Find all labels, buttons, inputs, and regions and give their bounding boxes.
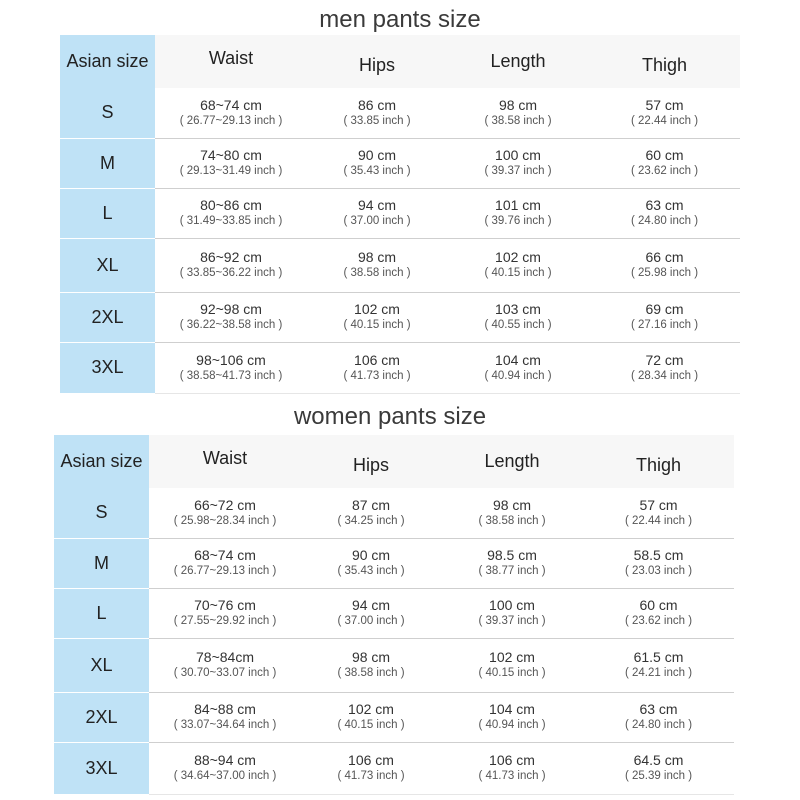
inch-value: ( 29.13~31.49 inch ) bbox=[179, 165, 283, 177]
waist-cell bbox=[149, 488, 301, 538]
men-header-thigh-label: Thigh bbox=[641, 55, 688, 75]
thigh-cell bbox=[583, 538, 734, 588]
waist-cell bbox=[155, 188, 307, 238]
cm-value: 86~92 cm bbox=[200, 249, 262, 265]
inch-value: ( 22.44 inch ) bbox=[624, 514, 693, 527]
size-label: S bbox=[54, 488, 149, 538]
inch-value: ( 38.58 inch ) bbox=[343, 267, 411, 279]
inch-value: ( 23.03 inch ) bbox=[624, 565, 693, 577]
inch-value: ( 35.43 inch ) bbox=[337, 565, 405, 577]
thigh-cell bbox=[583, 588, 734, 638]
size-label: 2XL bbox=[54, 692, 149, 742]
length-cell bbox=[441, 488, 583, 538]
thigh-cell bbox=[583, 488, 734, 538]
waist-cell bbox=[149, 742, 301, 794]
size-label: XL bbox=[60, 238, 155, 292]
cm-value: 102 cm bbox=[354, 301, 400, 317]
cm-value: 69 cm bbox=[645, 301, 684, 317]
hips-cell bbox=[307, 88, 447, 138]
cm-value: 86 cm bbox=[357, 96, 397, 113]
cm-value: 88~94 cm bbox=[194, 752, 256, 768]
inch-value: ( 40.55 inch ) bbox=[484, 319, 552, 331]
cm-value: 70~76 cm bbox=[194, 597, 256, 613]
inch-value: ( 37.00 inch ) bbox=[343, 215, 411, 227]
size-label: M bbox=[60, 138, 155, 188]
thigh-cell bbox=[583, 638, 734, 692]
inch-value: ( 33.85~36.22 inch ) bbox=[179, 267, 283, 279]
cm-value: 57 cm bbox=[645, 96, 684, 113]
inch-value: ( 40.15 inch ) bbox=[484, 267, 552, 279]
inch-value: ( 40.94 inch ) bbox=[478, 719, 546, 731]
thigh-cell bbox=[589, 292, 740, 342]
cm-value: 104 cm bbox=[495, 351, 541, 368]
cm-value: 102 cm bbox=[495, 249, 541, 265]
cm-value: 90 cm bbox=[351, 547, 391, 563]
hips-cell bbox=[307, 342, 447, 393]
cm-value: 80~86 cm bbox=[200, 197, 262, 213]
hips-cell bbox=[307, 292, 447, 342]
inch-value: ( 38.58~41.73 inch ) bbox=[179, 369, 283, 382]
inch-value: ( 24.80 inch ) bbox=[630, 215, 699, 227]
inch-value: ( 30.70~33.07 inch ) bbox=[173, 667, 277, 679]
cm-value: 61.5 cm bbox=[633, 649, 684, 665]
cm-value: 74~80 cm bbox=[200, 147, 262, 163]
thigh-cell bbox=[583, 692, 734, 742]
inch-value: ( 35.43 inch ) bbox=[343, 165, 411, 177]
length-cell bbox=[441, 742, 583, 794]
men-header-length bbox=[447, 35, 589, 88]
waist-cell bbox=[149, 692, 301, 742]
inch-value: ( 34.25 inch ) bbox=[337, 514, 405, 527]
hips-cell bbox=[307, 138, 447, 188]
cm-value: 106 cm bbox=[489, 752, 535, 768]
cm-value: 98 cm bbox=[492, 496, 532, 513]
women-header-thigh-label: Thigh bbox=[635, 455, 682, 475]
women-header-thigh bbox=[583, 435, 734, 488]
women-table-body bbox=[54, 488, 734, 794]
inch-value: ( 38.77 inch ) bbox=[478, 565, 546, 577]
size-label: 3XL bbox=[54, 742, 149, 794]
size-label: 2XL bbox=[60, 292, 155, 342]
cm-value: 98 cm bbox=[498, 96, 538, 113]
men-table-body bbox=[60, 88, 740, 393]
waist-cell bbox=[155, 342, 307, 393]
cm-value: 90 cm bbox=[357, 147, 397, 163]
length-cell bbox=[447, 88, 589, 138]
women-header-hips-label: Hips bbox=[352, 455, 389, 475]
inch-value: ( 39.76 inch ) bbox=[484, 215, 552, 227]
size-label: L bbox=[54, 588, 149, 638]
inch-value: ( 23.62 inch ) bbox=[624, 615, 693, 627]
inch-value: ( 23.62 inch ) bbox=[630, 165, 699, 177]
table-row bbox=[60, 88, 740, 138]
men-section-title: men pants size bbox=[319, 6, 481, 33]
men-header-asian-size: Asian size bbox=[60, 35, 155, 88]
inch-value: ( 38.58 inch ) bbox=[478, 514, 546, 527]
cm-value: 98 cm bbox=[357, 249, 397, 265]
length-cell bbox=[447, 138, 589, 188]
inch-value: ( 41.73 inch ) bbox=[343, 369, 411, 382]
waist-cell bbox=[149, 638, 301, 692]
men-header-hips-label: Hips bbox=[358, 55, 395, 75]
hips-cell bbox=[301, 488, 441, 538]
cm-value: 84~88 cm bbox=[194, 701, 256, 717]
inch-value: ( 40.15 inch ) bbox=[343, 319, 411, 331]
women-header-hips bbox=[301, 435, 441, 488]
hips-cell bbox=[301, 538, 441, 588]
cm-value: 68~74 cm bbox=[200, 96, 262, 113]
hips-cell bbox=[301, 588, 441, 638]
inch-value: ( 33.07~34.64 inch ) bbox=[173, 719, 277, 731]
length-cell bbox=[441, 538, 583, 588]
cm-value: 78~84cm bbox=[196, 649, 254, 665]
inch-value: ( 25.39 inch ) bbox=[624, 770, 693, 782]
table-row bbox=[60, 292, 740, 342]
women-header-waist bbox=[149, 435, 301, 488]
cm-value: 104 cm bbox=[489, 701, 535, 717]
table-row bbox=[60, 188, 740, 238]
inch-value: ( 27.16 inch ) bbox=[630, 319, 699, 331]
men-header-thigh bbox=[589, 35, 740, 88]
inch-value: ( 36.22~38.58 inch ) bbox=[179, 319, 283, 331]
table-row bbox=[54, 638, 734, 692]
men-header-length-label: Length bbox=[490, 51, 546, 71]
inch-value: ( 24.21 inch ) bbox=[624, 667, 693, 679]
cm-value: 58.5 cm bbox=[633, 547, 684, 563]
hips-cell bbox=[307, 188, 447, 238]
cm-value: 101 cm bbox=[495, 197, 541, 213]
hips-cell bbox=[307, 238, 447, 292]
men-header-waist bbox=[155, 35, 307, 88]
length-cell bbox=[441, 638, 583, 692]
women-header-waist-label: Waist bbox=[202, 448, 248, 468]
table-row bbox=[54, 692, 734, 742]
size-label: XL bbox=[54, 638, 149, 692]
hips-cell bbox=[301, 692, 441, 742]
waist-cell bbox=[155, 138, 307, 188]
inch-value: ( 34.64~37.00 inch ) bbox=[173, 770, 277, 782]
table-row bbox=[60, 138, 740, 188]
cm-value: 100 cm bbox=[495, 147, 541, 163]
table-row bbox=[54, 488, 734, 538]
cm-value: 94 cm bbox=[351, 597, 391, 613]
inch-value: ( 40.94 inch ) bbox=[484, 369, 552, 382]
thigh-cell bbox=[589, 342, 740, 393]
cm-value: 106 cm bbox=[354, 351, 400, 368]
cm-value: 102 cm bbox=[348, 701, 394, 717]
cm-value: 57 cm bbox=[639, 496, 678, 513]
table-row bbox=[54, 538, 734, 588]
women-header-length-label: Length bbox=[484, 451, 540, 471]
men-size-table bbox=[60, 35, 740, 394]
cm-value: 98 cm bbox=[351, 649, 391, 665]
inch-value: ( 26.77~29.13 inch ) bbox=[179, 114, 283, 127]
length-cell bbox=[447, 292, 589, 342]
inch-value: ( 24.80 inch ) bbox=[624, 719, 693, 731]
thigh-cell bbox=[583, 742, 734, 794]
cm-value: 102 cm bbox=[489, 649, 535, 665]
waist-cell bbox=[149, 588, 301, 638]
thigh-cell bbox=[589, 188, 740, 238]
women-header-asian-size: Asian size bbox=[54, 435, 149, 488]
thigh-cell bbox=[589, 238, 740, 292]
inch-value: ( 41.73 inch ) bbox=[337, 770, 405, 782]
table-row bbox=[60, 238, 740, 292]
cm-value: 100 cm bbox=[489, 597, 535, 613]
cm-value: 68~74 cm bbox=[194, 547, 256, 563]
inch-value: ( 27.55~29.92 inch ) bbox=[173, 615, 277, 627]
length-cell bbox=[447, 188, 589, 238]
inch-value: ( 28.34 inch ) bbox=[630, 369, 699, 382]
cm-value: 60 cm bbox=[645, 147, 684, 163]
inch-value: ( 38.58 inch ) bbox=[337, 667, 405, 679]
cm-value: 92~98 cm bbox=[200, 301, 262, 317]
table-row bbox=[54, 742, 734, 794]
waist-cell bbox=[155, 88, 307, 138]
length-cell bbox=[441, 588, 583, 638]
thigh-cell bbox=[589, 138, 740, 188]
inch-value: ( 26.77~29.13 inch ) bbox=[173, 565, 277, 577]
length-cell bbox=[441, 692, 583, 742]
cm-value: 72 cm bbox=[645, 351, 684, 368]
inch-value: ( 31.49~33.85 inch ) bbox=[179, 215, 283, 227]
cm-value: 66~72 cm bbox=[194, 496, 256, 513]
size-label: S bbox=[60, 88, 155, 138]
men-header-hips bbox=[307, 35, 447, 88]
inch-value: ( 40.15 inch ) bbox=[337, 719, 405, 731]
waist-cell bbox=[155, 238, 307, 292]
women-header-row bbox=[54, 435, 734, 488]
cm-value: 106 cm bbox=[348, 752, 394, 768]
length-cell bbox=[447, 342, 589, 393]
hips-cell bbox=[301, 742, 441, 794]
table-row bbox=[54, 588, 734, 638]
waist-cell bbox=[155, 292, 307, 342]
inch-value: ( 38.58 inch ) bbox=[484, 114, 552, 127]
cm-value: 66 cm bbox=[645, 249, 684, 265]
cm-value: 98~106 cm bbox=[196, 351, 266, 368]
cm-value: 60 cm bbox=[639, 597, 678, 613]
inch-value: ( 40.15 inch ) bbox=[478, 667, 546, 679]
waist-cell bbox=[149, 538, 301, 588]
thigh-cell bbox=[589, 88, 740, 138]
size-label: L bbox=[60, 188, 155, 238]
cm-value: 64.5 cm bbox=[633, 752, 684, 768]
men-header-waist-label: Waist bbox=[208, 48, 254, 68]
cm-value: 103 cm bbox=[495, 301, 541, 317]
men-header-row bbox=[60, 35, 740, 88]
size-label: M bbox=[54, 538, 149, 588]
inch-value: ( 25.98 inch ) bbox=[630, 267, 699, 279]
hips-cell bbox=[301, 638, 441, 692]
cm-value: 98.5 cm bbox=[487, 547, 537, 563]
inch-value: ( 39.37 inch ) bbox=[478, 615, 546, 627]
women-header-length bbox=[441, 435, 583, 488]
inch-value: ( 22.44 inch ) bbox=[630, 114, 699, 127]
inch-value: ( 37.00 inch ) bbox=[337, 615, 405, 627]
women-section-title: women pants size bbox=[293, 403, 487, 430]
inch-value: ( 41.73 inch ) bbox=[478, 770, 546, 782]
length-cell bbox=[447, 238, 589, 292]
women-size-table bbox=[54, 435, 734, 795]
inch-value: ( 25.98~28.34 inch ) bbox=[173, 514, 277, 527]
table-row bbox=[60, 342, 740, 393]
cm-value: 63 cm bbox=[639, 701, 678, 717]
inch-value: ( 33.85 inch ) bbox=[343, 114, 411, 127]
cm-value: 87 cm bbox=[351, 496, 391, 513]
cm-value: 94 cm bbox=[357, 197, 397, 213]
cm-value: 63 cm bbox=[645, 197, 684, 213]
inch-value: ( 39.37 inch ) bbox=[484, 165, 552, 177]
size-label: 3XL bbox=[60, 342, 155, 393]
